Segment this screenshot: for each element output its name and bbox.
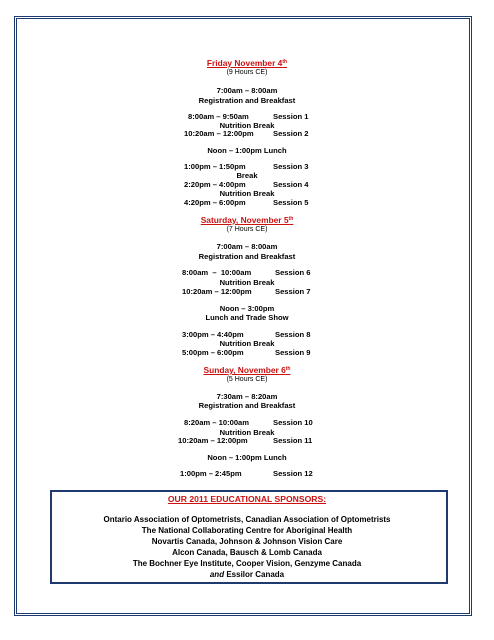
sponsors-line-6 [0, 570, 494, 579]
sponsors-line-1: Ontario Association of Optometrists, Canadian Association of Optometrists [103, 515, 391, 524]
saturday-s9-time: 5:00pm – 6:00pm [182, 348, 244, 357]
sunday-s11-label: Session 11 [273, 436, 313, 445]
sunday-s10-time: 8:20am – 10:00am [184, 418, 250, 427]
sunday-lunch: Noon – 1:00pm Lunch [207, 453, 287, 462]
sunday-ce: (5 Hours CE) [226, 376, 268, 383]
friday-ce: (9 Hours CE) [226, 69, 268, 76]
sponsors-line-2: The National Collaborating Centre for Aboriginal Health [141, 526, 353, 535]
friday-s1-time: 8:00am – 9:50am [188, 112, 249, 121]
friday-lunch: Noon – 1:00pm Lunch [207, 146, 287, 155]
friday-s3-label: Session 3 [273, 162, 309, 171]
sponsors-line-5: The Bochner Eye Institute, Cooper Vision, Genzyme Canada [132, 559, 362, 568]
friday-reg-label: Registration and Breakfast [198, 96, 296, 105]
friday-break1: Nutrition Break [219, 121, 275, 130]
sunday-break1: Nutrition Break [219, 428, 275, 437]
saturday-lunch-label: Lunch and Trade Show [205, 313, 289, 322]
friday-break2: Break [236, 171, 258, 180]
sponsors-title: OUR 2011 EDUCATIONAL SPONSORS: [167, 494, 327, 504]
friday-s5-time: 4:20pm – 6:00pm [184, 198, 246, 207]
friday-s2-label: Session 2 [273, 129, 309, 138]
saturday-s7-time: 10:20am – 12:00pm [182, 287, 252, 296]
sponsors-line-4: Alcon Canada, Bausch & Lomb Canada [172, 548, 322, 557]
friday-heading: Friday November 4th [206, 58, 288, 68]
saturday-break1: Nutrition Break [219, 278, 275, 287]
saturday-s6-time: 8:00am – 10:00am [182, 268, 252, 277]
saturday-s8-time: 3:00pm – 4:40pm [182, 330, 244, 339]
sunday-reg-time: 7:30am – 8:20am [216, 392, 278, 401]
sunday-s12-time: 1:00pm – 2:45pm [180, 469, 242, 478]
friday-break3: Nutrition Break [219, 189, 275, 198]
sunday-s11-time: 10:20am – 12:00pm [178, 436, 248, 445]
sunday-reg-label: Registration and Breakfast [198, 401, 296, 410]
friday-s5-label: Session 5 [273, 198, 309, 207]
sunday-heading: Sunday, November 6th [203, 365, 291, 375]
saturday-s8-label: Session 8 [275, 330, 311, 339]
saturday-lunch-time: Noon – 3:00pm [219, 304, 275, 313]
saturday-s9-label: Session 9 [275, 348, 311, 357]
saturday-s7-label: Session 7 [275, 287, 311, 296]
saturday-reg-time: 7:00am – 8:00am [216, 242, 278, 251]
friday-reg-time: 7:00am – 8:00am [216, 86, 278, 95]
saturday-break2: Nutrition Break [219, 339, 275, 348]
friday-s2-time: 10:20am – 12:00pm [184, 129, 254, 138]
sunday-s10-label: Session 10 [273, 418, 313, 427]
saturday-reg-label: Registration and Breakfast [198, 252, 296, 261]
saturday-s6-label: Session 6 [275, 268, 311, 277]
friday-s4-label: Session 4 [273, 180, 309, 189]
saturday-ce: (7 Hours CE) [226, 226, 268, 233]
sunday-s12-label: Session 12 [273, 469, 313, 478]
sponsors-line-3: Novartis Canada, Johnson & Johnson Vision Care [151, 537, 343, 546]
sponsors-line-6-text: Essilor Canada [226, 570, 285, 579]
friday-s4-time: 2:20pm – 4:00pm [184, 180, 246, 189]
friday-s3-time: 1:00pm – 1:50pm [184, 162, 246, 171]
friday-s1-label: Session 1 [273, 112, 309, 121]
saturday-heading: Saturday, November 5th [200, 215, 294, 225]
sponsors-and-word: and [209, 570, 225, 579]
